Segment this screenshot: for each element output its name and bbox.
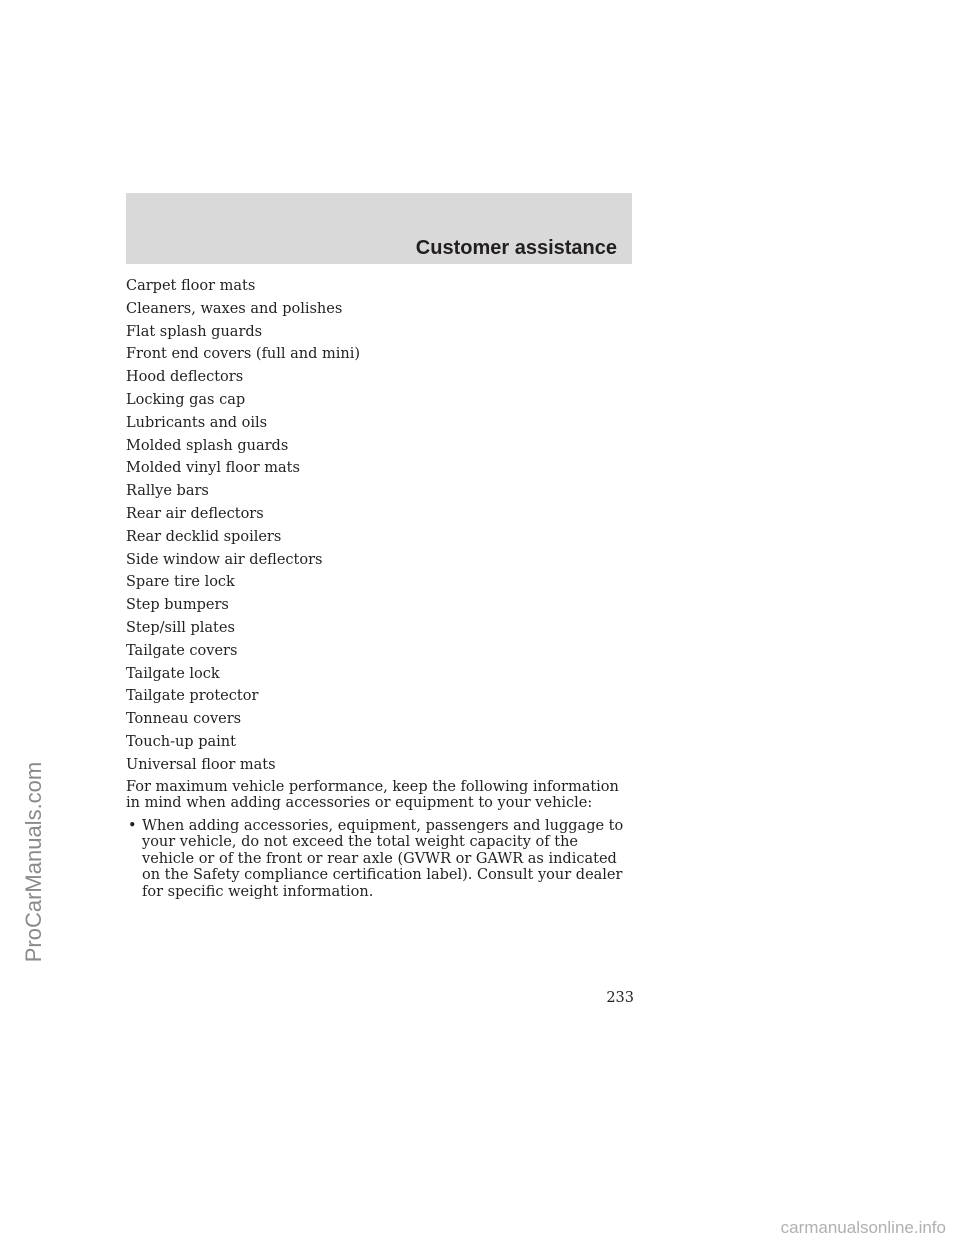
list-item: Tailgate covers	[126, 642, 238, 659]
accessory-list	[126, 277, 632, 774]
list-item: Universal floor mats	[126, 756, 276, 773]
list-item: Flat splash guards	[126, 323, 263, 340]
list-item: Spare tire lock	[126, 574, 235, 591]
list-item: Carpet floor mats	[126, 278, 256, 294]
list-item: Front end covers (full and mini)	[126, 346, 361, 363]
bullet-text: When adding accessories, equipment, passengers and luggage to your vehicle, do not exceed the total weight capacity of the vehicle or of the front or rear axle (GVWR or GAWR as indicated on the Safety compliance certification label). Consult your dealer for specific weight information.	[142, 817, 624, 900]
bullet-item	[126, 818, 632, 901]
bottom-watermark: carmanualsonline.info	[780, 1218, 946, 1237]
list-item: Hood deflectors	[126, 369, 244, 386]
page-content	[126, 277, 632, 900]
list-item: Side window air deflectors	[126, 551, 323, 568]
list-item: Rear decklid spoilers	[126, 528, 282, 545]
list-item: Locking gas cap	[126, 391, 246, 408]
list-item: Molded splash guards	[126, 437, 289, 454]
list-item: Touch-up paint	[126, 733, 236, 750]
section-title: Customer assistance	[415, 237, 617, 259]
list-item: Tonneau covers	[126, 711, 242, 728]
list-item: Step/sill plates	[126, 619, 235, 636]
list-item: Molded vinyl floor mats	[126, 460, 300, 477]
list-item: Tailgate lock	[126, 665, 220, 682]
intro-paragraph: For maximum vehicle performance, keep the following information in mind when adding accessories or equipment to your vehicle:	[126, 778, 619, 812]
list-item: Tailgate protector	[126, 688, 259, 705]
page-number: 233	[606, 990, 634, 1006]
list-item: Step bumpers	[126, 597, 229, 614]
side-watermark-text: ProCarManuals.com	[21, 761, 46, 963]
section-header-band	[126, 193, 632, 264]
bullet-icon: •	[128, 817, 137, 834]
list-item: Rear air deflectors	[126, 505, 264, 522]
list-item: Lubricants and oils	[126, 414, 268, 431]
list-item: Rallye bars	[126, 483, 209, 500]
list-item: Cleaners, waxes and polishes	[126, 300, 343, 317]
